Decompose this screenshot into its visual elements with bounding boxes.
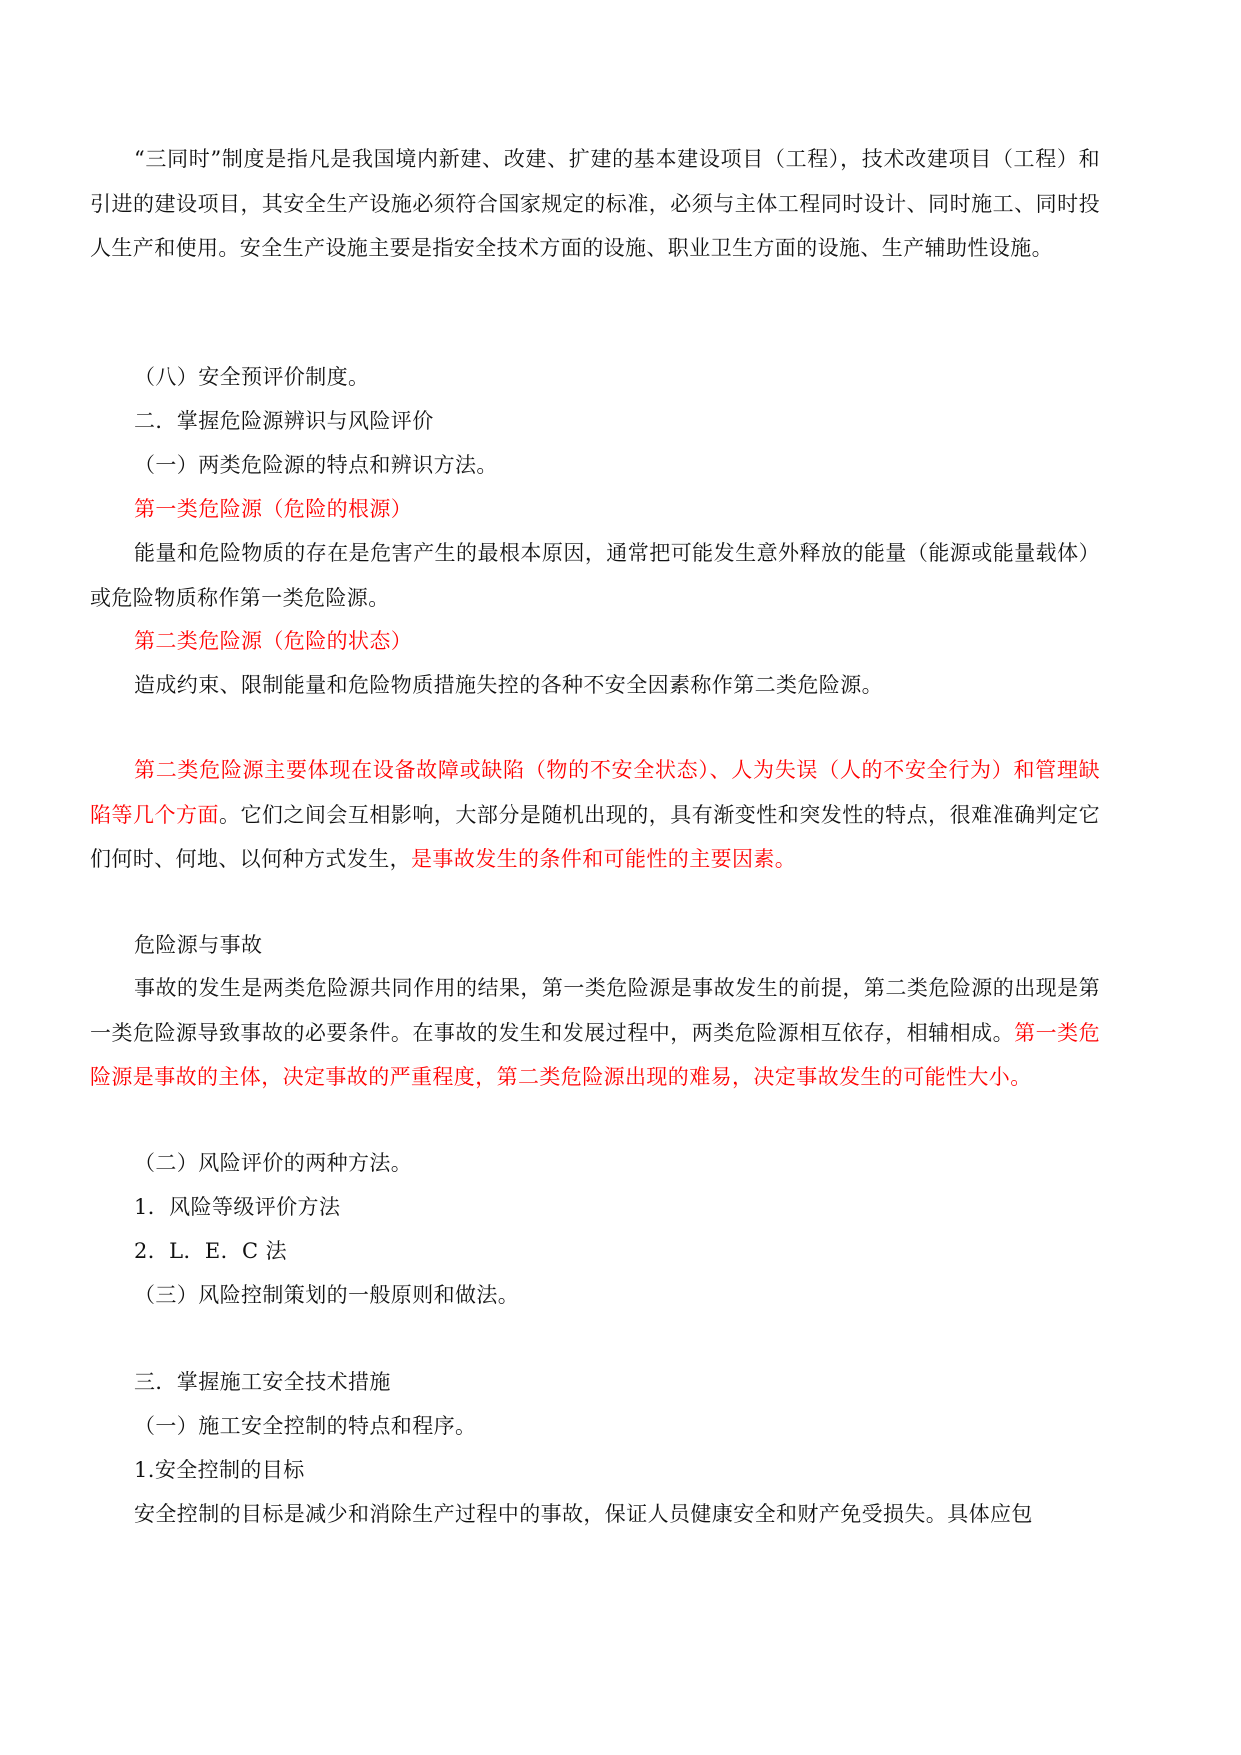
heading-construction-safety: 三．掌握施工安全技术措施 [134,1370,391,1394]
paragraph-type2-hazard: 造成约束、限制能量和危险物质措施失控的各种不安全因素称作第二类危险源。 [134,673,883,697]
heading-hazard-and-accident: 危险源与事故 [134,933,263,957]
heading-risk-methods: （二）风险评价的两种方法。 [134,1151,413,1175]
heading-pre-evaluation: （八）安全预评价制度。 [134,365,370,389]
type2-body-text: 。它们之间会互相影响，大部分是随机出现的，具有渐变性和突发性的特点，很难准确判定它们何时、何地、以何种方式发生， [90,802,1100,871]
paragraph-hazard-and-accident [90,966,1100,1100]
accident-highlight: 第一类危险源是事故的主体，决定事故的严重程度，第二类危险源出现的难易，决定事故发生的可能性大小。 [90,1020,1100,1089]
item-risk-level-method: 1．风险等级评价方法 [134,1195,341,1219]
heading-safety-control-goal: 1.安全控制的目标 [134,1458,305,1482]
type2-highlight-2: 是事故发生的条件和可能性的主要因素。 [411,847,797,871]
heading-risk-control: （三）风险控制策划的一般原则和做法。 [134,1283,520,1307]
heading-hazard-identification: 二．掌握危险源辨识与风险评价 [134,409,434,433]
heading-safety-control-features: （一）施工安全控制的特点和程序。 [134,1414,477,1438]
item-lec-method: 2．L．E．C 法 [134,1239,287,1263]
heading-type1-hazard: 第一类危险源（危险的根源） [134,497,413,521]
type2-highlight-1: 第二类危险源主要体现在设备故障或缺陷（物的不安全状态）、人为失误（人的不安全行为）和管理缺陷等几个方面 [90,758,1100,827]
paragraph-type1-hazard: 能量和危险物质的存在是危害产生的最根本原因，通常把可能发生意外释放的能量（能源或能量载体）或危险物质称作第一类危险源。 [90,541,1100,610]
paragraph-type2-details [90,748,1100,882]
paragraph-three-simultaneous: “三同时”制度是指凡是我国境内新建、改建、扩建的基本建设项目（工程），技术改建项目（工程）和引进的建设项目，其安全生产设施必须符合国家规定的标准，必须与主体工程同时设计、同时施工、同时投人生产和使用。安全生产设施主要是指安全技术方面的设施、职业卫生方面的设施、生产辅助性设施。 [90,147,1100,260]
accident-body-text: 事故的发生是两类危险源共同作用的结果，第一类危险源是事故发生的前提，第二类危险源的出现是第一类危险源导致事故的必要条件。在事故的发生和发展过程中，两类危险源相互依存，相辅相成。 [90,976,1100,1045]
paragraph-safety-control-goal: 安全控制的目标是减少和消除生产过程中的事故，保证人员健康安全和财产免受损失。具体应包 [134,1502,1033,1526]
heading-type2-hazard: 第二类危险源（危险的状态） [134,629,413,653]
heading-hazard-types: （一）两类危险源的特点和辨识方法。 [134,453,498,477]
